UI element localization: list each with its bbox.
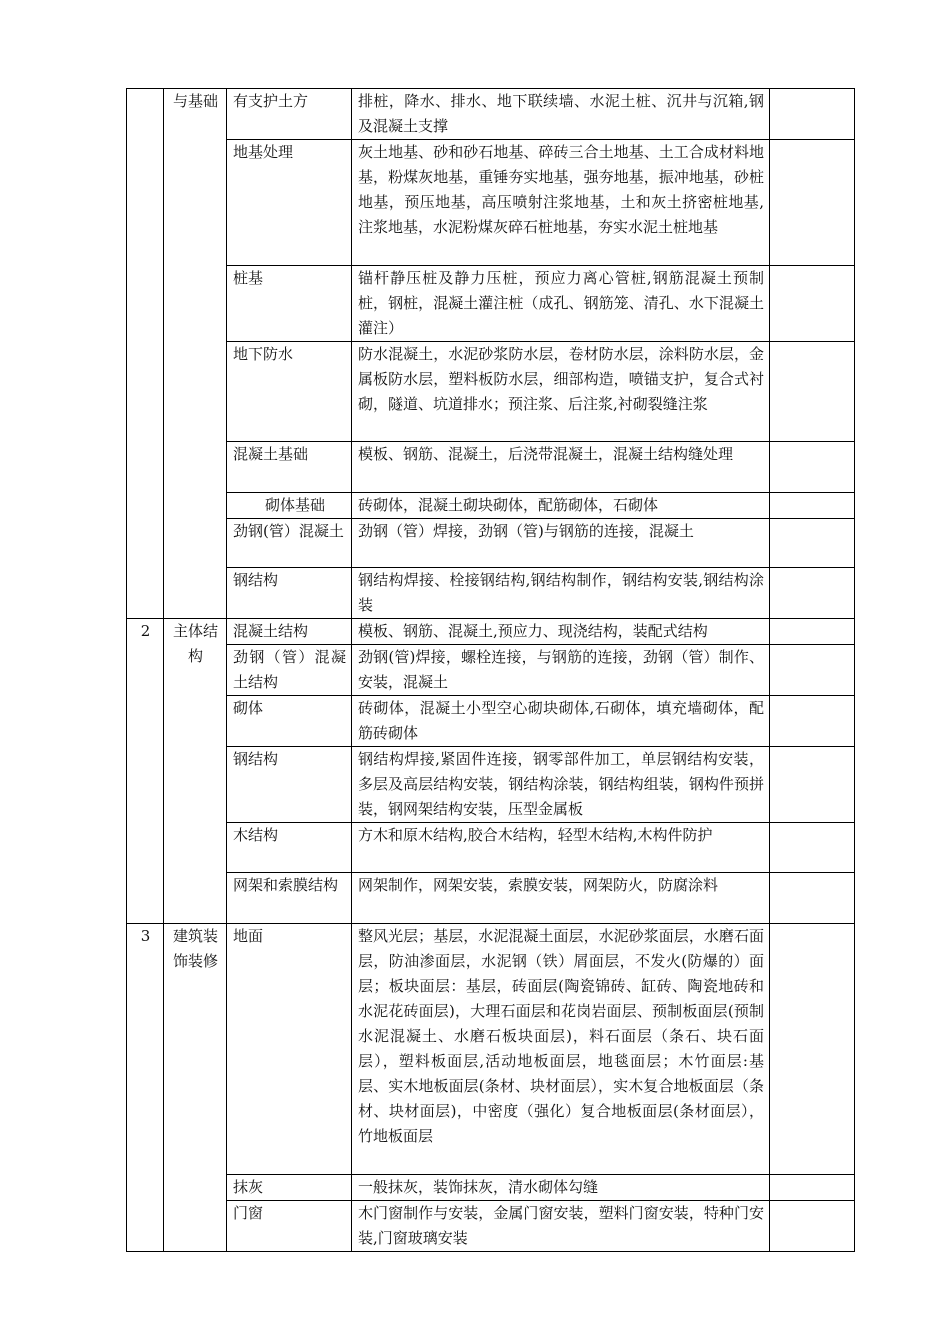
subdivision-cell: 钢结构 — [227, 568, 352, 619]
remark-cell — [770, 342, 855, 442]
remark-cell — [770, 493, 855, 519]
remark-cell — [770, 266, 855, 342]
remark-cell — [770, 519, 855, 568]
table-row — [127, 568, 855, 619]
row-number-cell — [127, 89, 164, 619]
items-cell: 砖砌体，混凝土小型空心砌块砌体,石砌体，填充墙砌体，配筋砖砌体 — [352, 696, 770, 747]
subdivision-cell: 砌体 — [227, 696, 352, 747]
row-number-cell: 2 — [127, 619, 164, 924]
table-row — [127, 823, 855, 873]
table-row — [127, 342, 855, 442]
items-cell: 网架制作，网架安装，索膜安装，网架防火，防腐涂料 — [352, 873, 770, 924]
table-row — [127, 140, 855, 266]
division-cell — [164, 89, 227, 619]
remark-cell — [770, 696, 855, 747]
remark-cell — [770, 924, 855, 1175]
subdivision-cell: 钢结构 — [227, 747, 352, 823]
subdivision-cell: 混凝土结构 — [227, 619, 352, 645]
subdivision-cell: 混凝土基础 — [227, 442, 352, 493]
table-row — [127, 1175, 855, 1201]
items-cell: 模板、钢筋、混凝土,预应力、现浇结构，装配式结构 — [352, 619, 770, 645]
table-row — [127, 493, 855, 519]
table-row — [127, 924, 855, 1175]
subdivision-cell: 木结构 — [227, 823, 352, 873]
subdivision-cell: 桩基 — [227, 266, 352, 342]
items-cell: 防水混凝土，水泥砂浆防水层，卷材防水层，涂料防水层，金属板防水层，塑料板防水层，细部构造，喷锚支护，复合式衬砌，隧道、坑道排水；预注浆、后注浆,衬砌裂缝注浆 — [352, 342, 770, 442]
items-cell: 木门窗制作与安装，金属门窗安装，塑料门窗安装，特种门安装,门窗玻璃安装 — [352, 1201, 770, 1252]
remark-cell — [770, 747, 855, 823]
division-cell: 主体结构 — [164, 619, 227, 924]
items-cell: 排桩，降水、排水、地下联续墙、水泥土桩、沉井与沉箱,钢及混凝土支撑 — [352, 89, 770, 140]
items-cell: 劲钢（管）焊接，劲钢（管)与钢筋的连接，混凝土 — [352, 519, 770, 568]
division-cell: 建筑装饰装修 — [164, 924, 227, 1252]
table-row — [127, 442, 855, 493]
table-row — [127, 1201, 855, 1252]
items-cell: 劲钢(管)焊接，螺栓连接，与钢筋的连接，劲钢（管）制作、安装，混凝土 — [352, 645, 770, 696]
subdivision-cell: 砌体基础 — [227, 493, 352, 519]
subdivision-cell: 地基处理 — [227, 140, 352, 266]
items-cell: 锚杆静压桩及静力压桩，预应力离心管桩,钢筋混凝土预制桩，钢桩，混凝土灌注桩（成孔、钢筋笼、清孔、水下混凝土灌注） — [352, 266, 770, 342]
table-row — [127, 645, 855, 696]
remark-cell — [770, 619, 855, 645]
remark-cell — [770, 140, 855, 266]
table-row — [127, 519, 855, 568]
subdivision-cell: 门窗 — [227, 1201, 352, 1252]
items-cell: 钢结构焊接、栓接钢结构,钢结构制作，钢结构安装,钢结构涂装 — [352, 568, 770, 619]
items-cell: 砖砌体，混凝土砌块砌体，配筋砌体，石砌体 — [352, 493, 770, 519]
remark-cell — [770, 873, 855, 924]
subdivision-cell: 网架和索膜结构 — [227, 873, 352, 924]
remark-cell — [770, 442, 855, 493]
table-row — [127, 266, 855, 342]
subdivision-cell: 劲钢(管）混凝土 — [227, 519, 352, 568]
subdivision-cell: 抹灰 — [227, 1175, 352, 1201]
items-cell: 灰土地基、砂和砂石地基、碎砖三合土地基、土工合成材料地基，粉煤灰地基，重锤夯实地基，强夯地基，振冲地基，砂桩地基，预压地基，高压喷射注浆地基，土和灰土挤密桩地基,注浆地基，水泥粉煤灰碎石桩地基，夯实水泥土桩地基 — [352, 140, 770, 266]
remark-cell — [770, 89, 855, 140]
table-row — [127, 747, 855, 823]
table-row — [127, 619, 855, 645]
row-number-cell: 3 — [127, 924, 164, 1252]
subdivision-cell: 地面 — [227, 924, 352, 1175]
items-cell: 一般抹灰，装饰抹灰，清水砌体勾缝 — [352, 1175, 770, 1201]
items-cell: 模板、钢筋、混凝土，后浇带混凝土，混凝土结构缝处理 — [352, 442, 770, 493]
table-row — [127, 873, 855, 924]
subdivision-cell: 地下防水 — [227, 342, 352, 442]
remark-cell — [770, 823, 855, 873]
table-row — [127, 89, 855, 140]
remark-cell — [770, 1201, 855, 1252]
construction-division-table — [126, 88, 855, 1252]
items-cell: 钢结构焊接,紧固件连接，钢零部件加工，单层钢结构安装，多层及高层结构安装，钢结构涂装，钢结构组装，钢构件预拼装，钢网架结构安装，压型金属板 — [352, 747, 770, 823]
remark-cell — [770, 1175, 855, 1201]
remark-cell — [770, 568, 855, 619]
division-label: 与基础 — [172, 92, 218, 110]
table-row — [127, 696, 855, 747]
items-cell: 方木和原木结构,胶合木结构，轻型木结构,木构件防护 — [352, 823, 770, 873]
subdivision-cell: 有支护土方 — [227, 89, 352, 140]
items-cell: 整风光层；基层，水泥混凝土面层，水泥砂浆面层，水磨石面层，防油渗面层，水泥钢（铁）屑面层，不发火(防爆的）面层；板块面层：基层，砖面层(陶瓷锦砖、缸砖、陶瓷地砖和水泥花砖面层)，大理石面层和花岗岩面层、预制板面层(预制水泥混凝土、水磨石板块面层)，料石面层（条石、块石面层），塑料板面层,活动地板面层，地毯面层；木竹面层:基层、实木地板面层(条材、块材面层），实木复合地板面层（条材、块材面层)，中密度（强化）复合地板面层(条材面层），竹地板面层 — [352, 924, 770, 1175]
remark-cell — [770, 645, 855, 696]
subdivision-cell: 劲钢（管）混凝土结构 — [227, 645, 352, 696]
